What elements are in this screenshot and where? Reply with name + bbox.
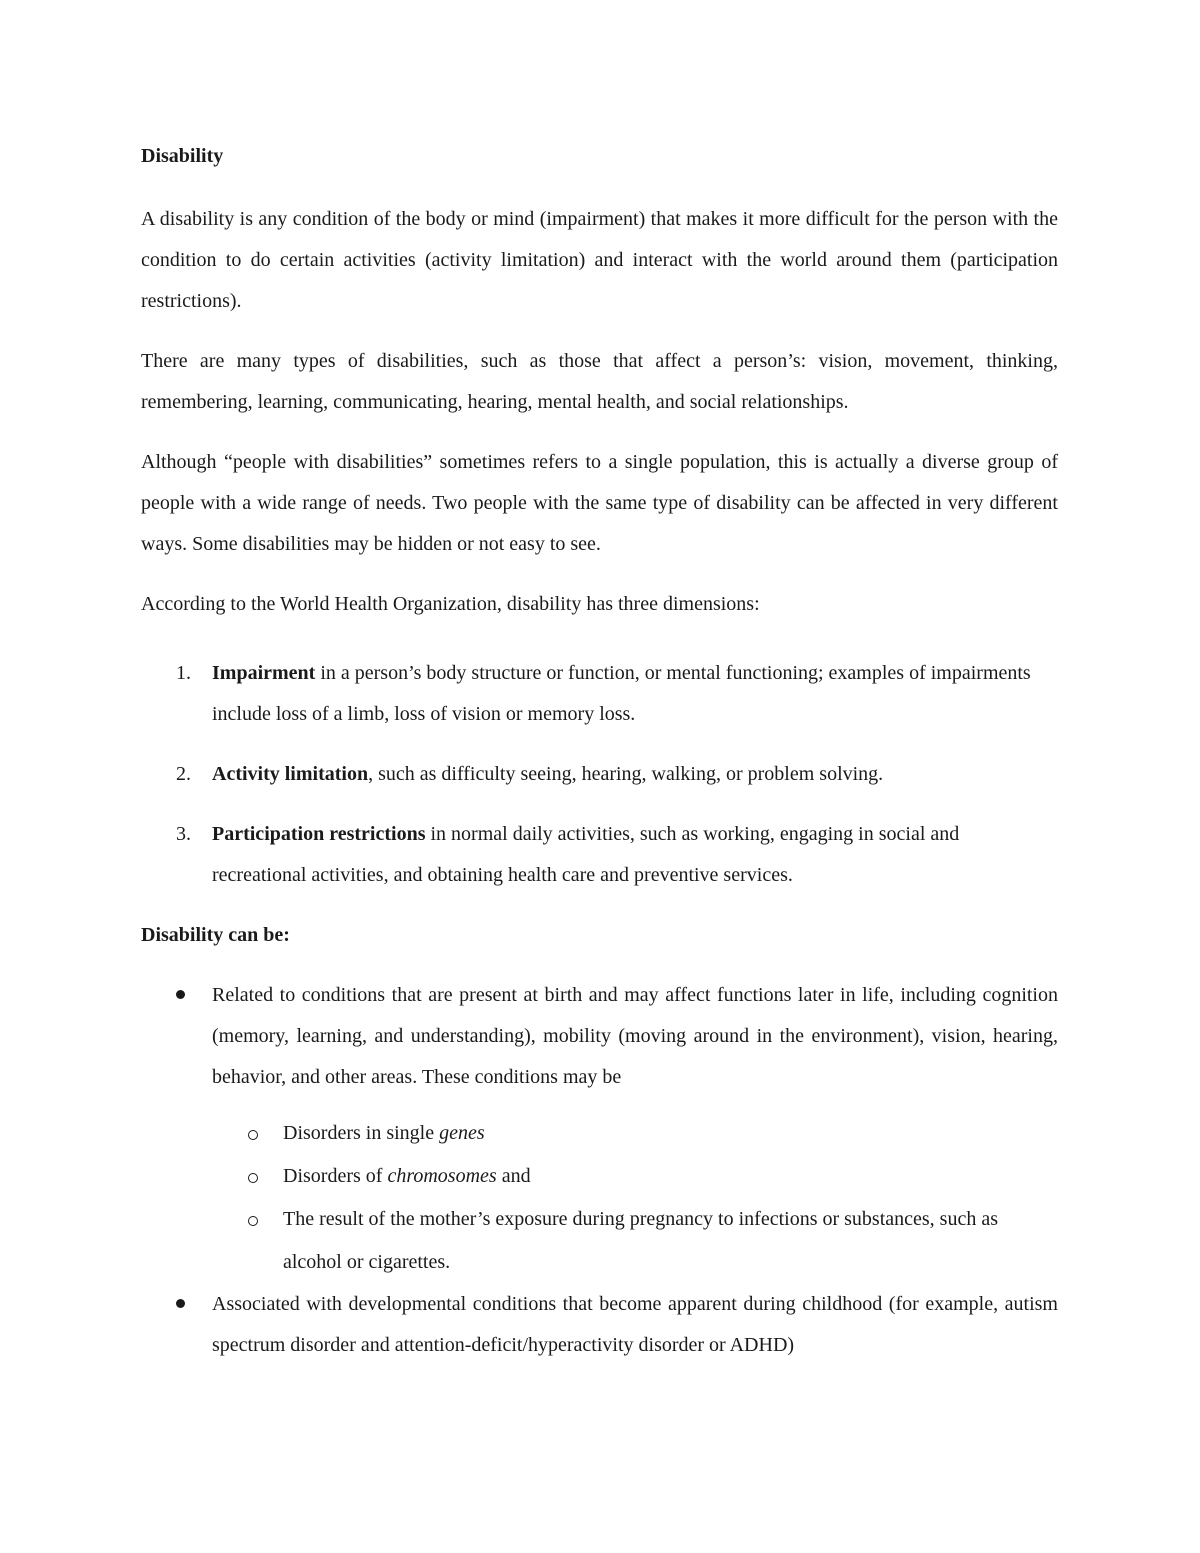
sub-list-item: Disorders in single genes: [212, 1112, 1058, 1155]
list-item: [141, 754, 1058, 795]
hollow-bullet-icon: [248, 1173, 258, 1183]
hollow-bullet-icon: [248, 1130, 258, 1140]
list-item: [141, 1284, 1058, 1366]
list-item: [141, 814, 1058, 896]
paragraph-types: There are many types of disabilities, such as those that affect a person’s: vision, movement, thinking, remembering, learning, communicating, hearing, mental health, and social relationships.: [141, 350, 1058, 413]
sub-bullet-list: [212, 1112, 1058, 1284]
dimension-text: , such as difficulty seeing, hearing, walking, or problem solving.: [368, 763, 884, 785]
paragraph-definition: A disability is any condition of the body or mind (impairment) that makes it more difficult for the person with the condition to do certain activities (activity limitation) and interact with the world around them (participation restrictions).: [141, 208, 1058, 312]
document-body: [141, 140, 1058, 1366]
paragraph-diversity: Although “people with disabilities” sometimes refers to a single population, this is actually a diverse group of people with a wide range of needs. Two people with the same type of disability can be affected in very different ways. Some disabilities may be hidden or not easy to see.: [141, 451, 1058, 555]
bullet-icon: [176, 990, 185, 999]
bullet-icon: [176, 1299, 185, 1308]
list-number: 3.: [176, 823, 191, 845]
sub-list-item: Disorders of chromosomes and: [212, 1155, 1058, 1198]
paragraph-who-intro: According to the World Health Organization, disability has three dimensions:: [141, 593, 760, 615]
list-item: [141, 975, 1058, 1284]
hollow-bullet-icon: [248, 1216, 258, 1226]
bullet-text: Associated with developmental conditions that become apparent during childhood (for example, autism spectrum disorder and attention-deficit/hyperactivity disorder or ADHD): [212, 1293, 1058, 1356]
bullet-text: Related to conditions that are present at birth and may affect functions later in life, including cognition (memory, learning, and understanding), mobility (moving around in the environment), vision, hearing, behavior, and other areas. These conditions may be: [212, 984, 1058, 1088]
dimension-term: Activity limitation: [212, 763, 369, 785]
list-number: 1.: [176, 662, 191, 684]
dimension-text: in normal daily activities, such as working, engaging in social and recreational activities, and obtaining health care and preventive services.: [212, 823, 960, 886]
sub-list-item: The result of the mother’s exposure during pregnancy to infections or substances, such as alcohol or cigarettes.: [212, 1198, 1058, 1284]
list-item: [141, 653, 1058, 735]
dimension-term: Participation restrictions: [212, 823, 426, 845]
list-number: 2.: [176, 763, 191, 785]
dimensions-list: [141, 653, 1058, 896]
page-title: Disability: [141, 145, 224, 167]
bullet-list: [141, 975, 1058, 1366]
dimension-term: Impairment: [212, 662, 316, 684]
dimension-text: in a person’s body structure or function, or mental functioning; examples of impairments include loss of a limb, loss of vision or memory loss.: [212, 662, 1031, 725]
section-subheading: Disability can be:: [141, 924, 290, 946]
